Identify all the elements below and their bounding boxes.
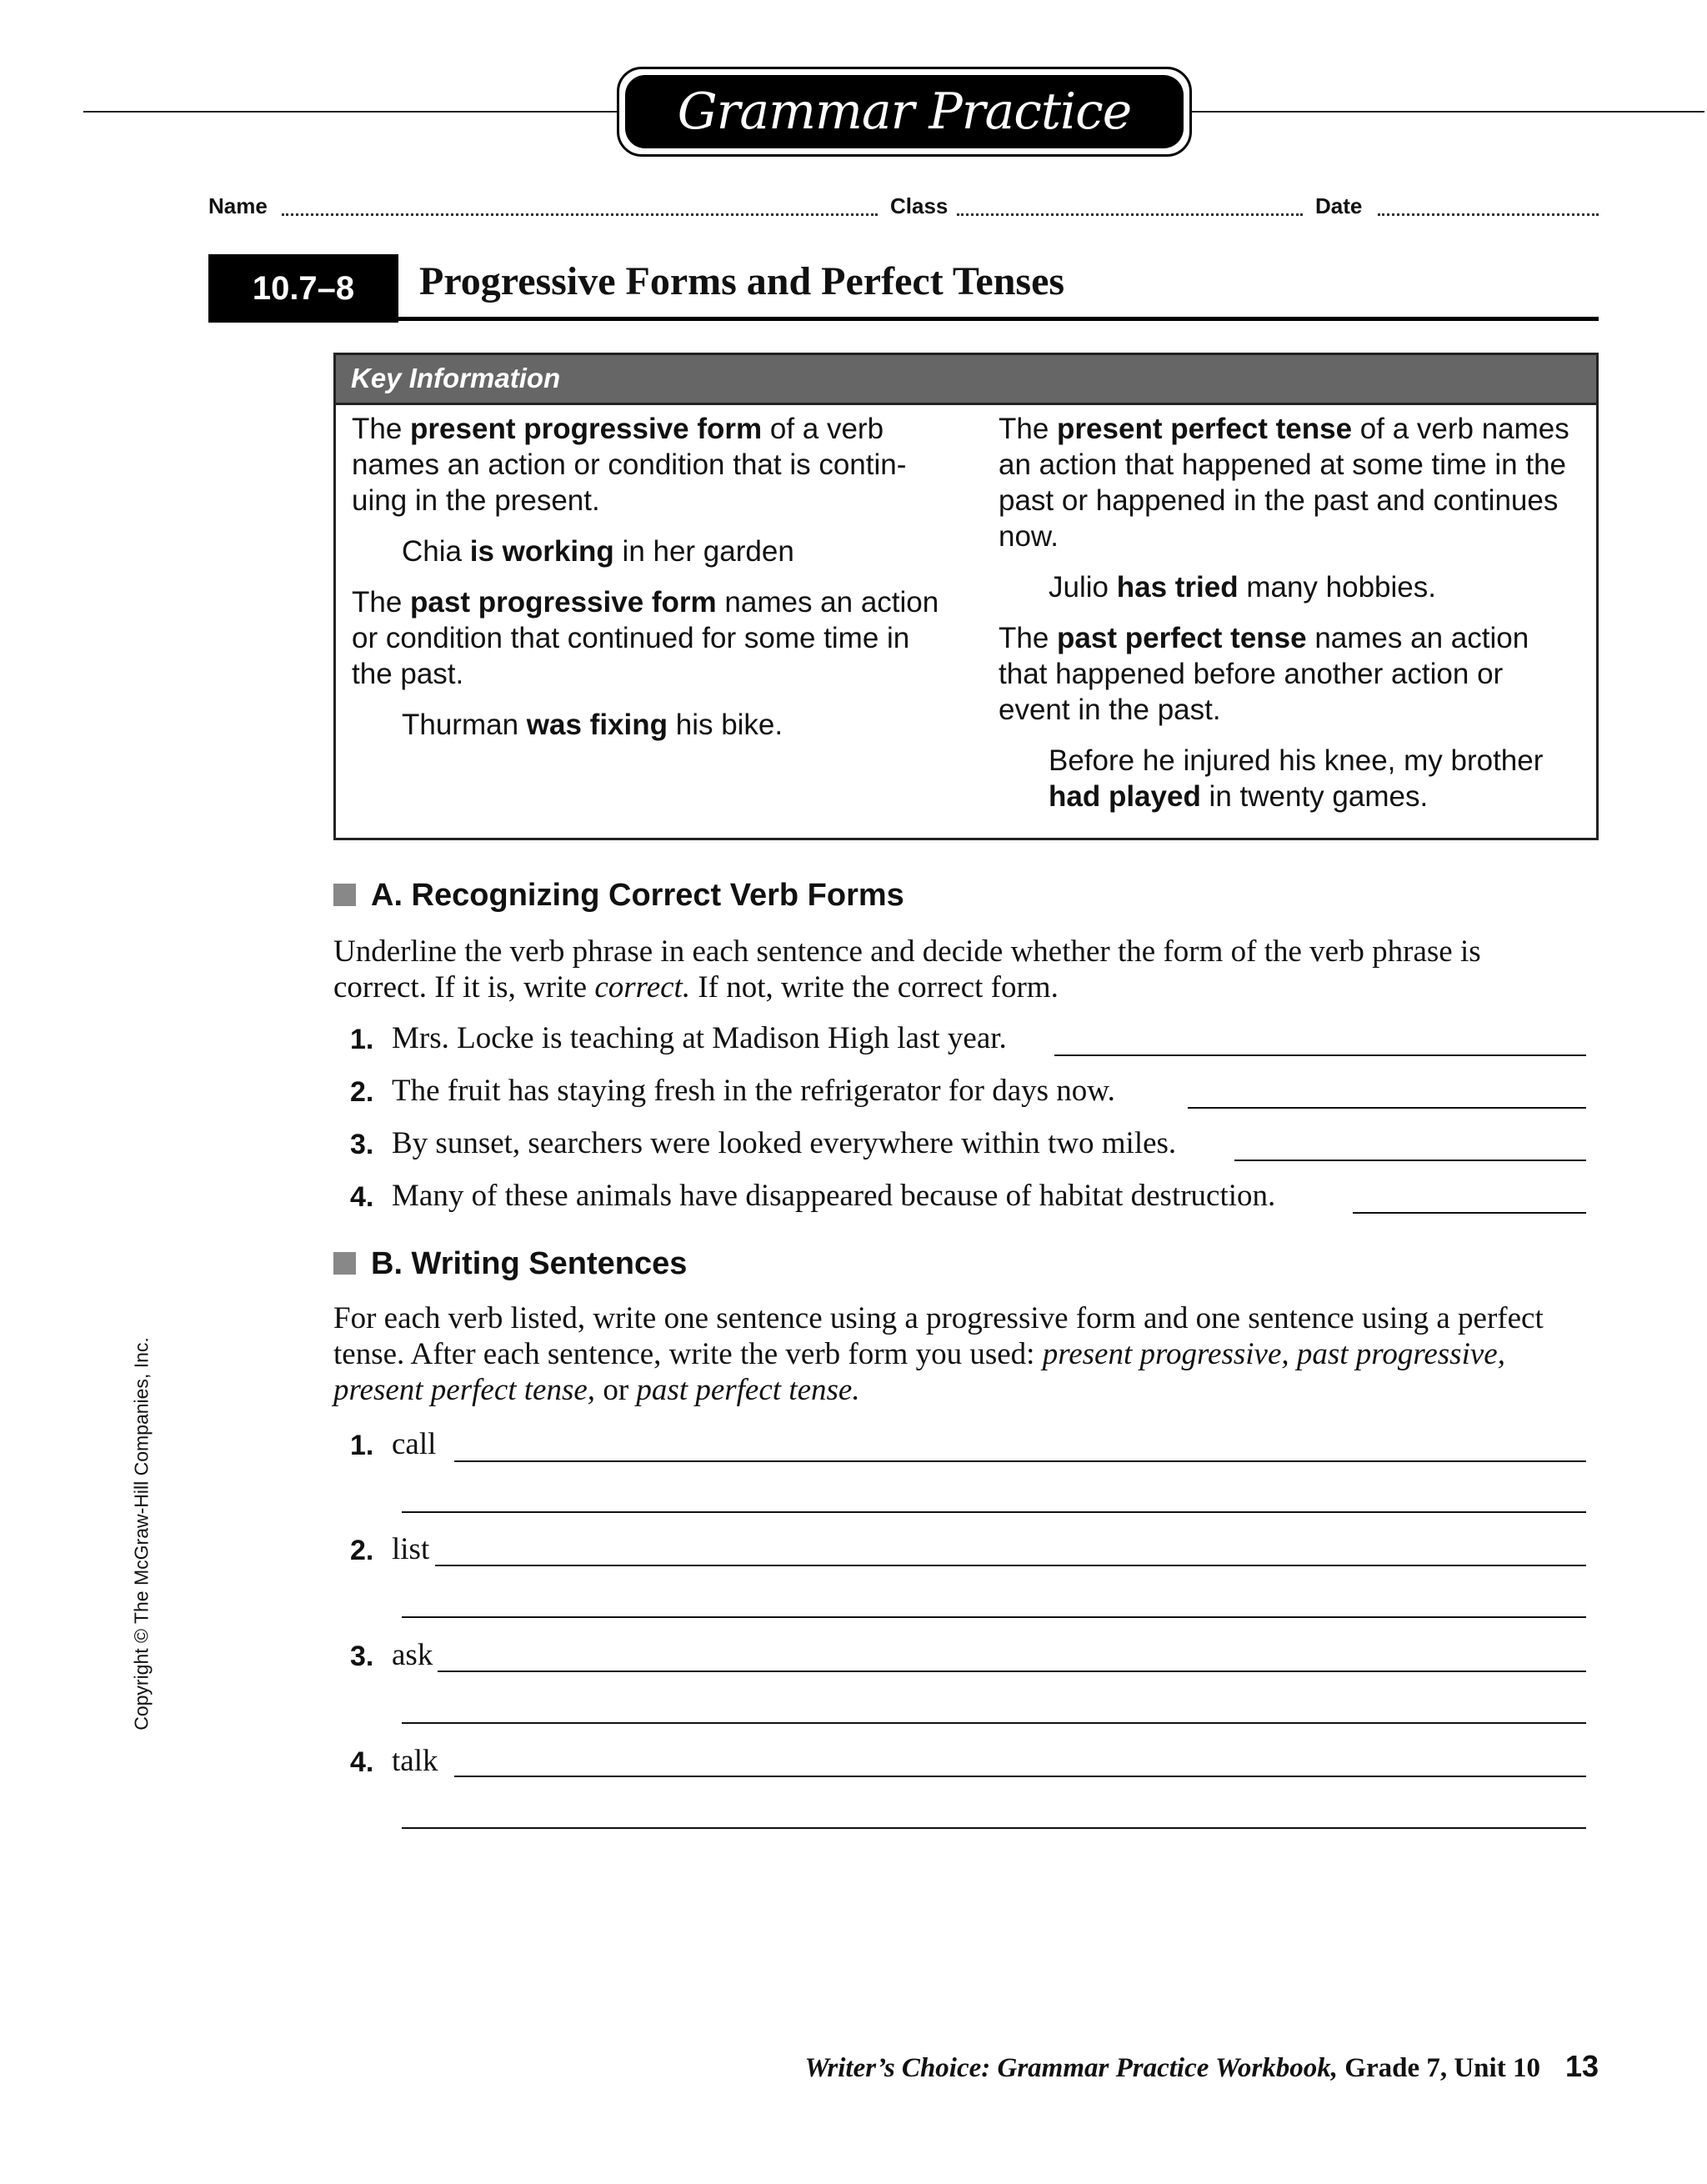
page-footer bbox=[805, 2049, 1599, 2084]
section-a-heading: A. Recognizing Correct Verb Forms bbox=[333, 878, 904, 914]
item-number: 2. bbox=[350, 1535, 374, 1566]
key-info-paragraph: The past progressive form names an action or condition that continued for some time in the past. bbox=[352, 586, 939, 690]
answer-line[interactable] bbox=[402, 1827, 1586, 1829]
answer-line[interactable] bbox=[438, 1671, 1586, 1672]
section-a-instructions: Underline the verb phrase in each sentence and decide whether the form of the verb phrase is correct. If it is, write correct. If not, write the correct form. bbox=[333, 934, 1481, 1004]
banner-title: Grammar Practice bbox=[677, 83, 1132, 141]
item-verb: ask bbox=[392, 1638, 433, 1672]
item-number: 3. bbox=[350, 1641, 374, 1672]
key-info-paragraph: The present progressive form of a verb names an action or condition that is contin- uing in the present. bbox=[352, 413, 907, 517]
key-info-paragraph: The past perfect tense names an action that happened before another action or event in the past. bbox=[999, 622, 1529, 726]
answer-line[interactable] bbox=[402, 1616, 1586, 1618]
answer-line[interactable] bbox=[1353, 1212, 1586, 1214]
lesson-title: Progressive Forms and Perfect Tenses bbox=[419, 259, 1065, 303]
item-number: 2. bbox=[350, 1076, 374, 1108]
item-verb: talk bbox=[392, 1744, 438, 1778]
key-info-paragraph: The present perfect tense of a verb names an action that happened at some time in the past or happened in the past and continues now. bbox=[999, 413, 1569, 553]
item-number: 4. bbox=[350, 1746, 374, 1778]
date-field[interactable] bbox=[1378, 192, 1599, 216]
answer-line[interactable] bbox=[435, 1565, 1586, 1566]
header-rule-right bbox=[1188, 111, 1704, 113]
answer-line[interactable] bbox=[1188, 1107, 1586, 1109]
item-number: 1. bbox=[350, 1024, 374, 1055]
key-info-example: Before he injured his knee, my brother had played in twenty games. bbox=[1049, 744, 1544, 813]
class-field[interactable] bbox=[957, 192, 1303, 216]
section-b-heading: B. Writing Sentences bbox=[333, 1246, 687, 1282]
key-info-example: Chia is working in her garden bbox=[402, 535, 794, 568]
date-label: Date bbox=[1315, 193, 1363, 218]
item-verb: call bbox=[392, 1427, 437, 1461]
header-rule-left bbox=[83, 111, 621, 113]
item-number: 1. bbox=[350, 1430, 374, 1461]
answer-line[interactable] bbox=[1054, 1054, 1586, 1056]
item-sentence: By sunset, searchers were looked everywhere within two miles. bbox=[392, 1126, 1177, 1160]
class-label: Class bbox=[890, 193, 949, 218]
key-information-heading: Key Information bbox=[333, 353, 1599, 403]
answer-line[interactable] bbox=[402, 1722, 1586, 1724]
answer-line[interactable] bbox=[454, 1460, 1586, 1462]
grade-unit: Grade 7, Unit 10 bbox=[1338, 2053, 1540, 2083]
name-field[interactable] bbox=[282, 192, 878, 216]
answer-line[interactable] bbox=[1234, 1160, 1586, 1161]
item-sentence: Many of these animals have disappeared because of habitat destruction. bbox=[392, 1179, 1276, 1213]
page-number: 13 bbox=[1564, 2049, 1599, 2083]
answer-line[interactable] bbox=[402, 1511, 1586, 1513]
item-sentence: Mrs. Locke is teaching at Madison High last year. bbox=[392, 1021, 1007, 1055]
book-title: Writer’s Choice: Grammar Practice Workbook, bbox=[804, 2053, 1339, 2083]
key-info-example: Julio has tried many hobbies. bbox=[1049, 571, 1436, 604]
section-marker-icon bbox=[333, 884, 356, 906]
item-number: 4. bbox=[350, 1181, 374, 1213]
lesson-title-rule bbox=[398, 317, 1599, 321]
key-info-left-column bbox=[352, 411, 952, 758]
key-info-right-column bbox=[999, 411, 1582, 829]
name-label: Name bbox=[208, 193, 268, 218]
copyright-notice: Copyright © The McGraw-Hill Companies, Inc. bbox=[130, 1337, 153, 1731]
key-info-example: Thurman was fixing his bike. bbox=[402, 709, 783, 741]
lesson-number: 10.7–8 bbox=[208, 254, 398, 323]
grammar-practice-banner bbox=[617, 67, 1192, 157]
item-sentence: The fruit has staying fresh in the refrigerator for days now. bbox=[392, 1074, 1115, 1108]
item-verb: list bbox=[392, 1532, 430, 1566]
answer-line[interactable] bbox=[454, 1776, 1586, 1777]
item-number: 3. bbox=[350, 1129, 374, 1160]
section-b-instructions: For each verb listed, write one sentence using a progressive form and one sentence using a perfect tense. After each sentence, write the verb form you used: present progressive, past progressive, present perfect tense, or past perfect tense. bbox=[333, 1301, 1544, 1407]
section-marker-icon bbox=[333, 1252, 356, 1275]
